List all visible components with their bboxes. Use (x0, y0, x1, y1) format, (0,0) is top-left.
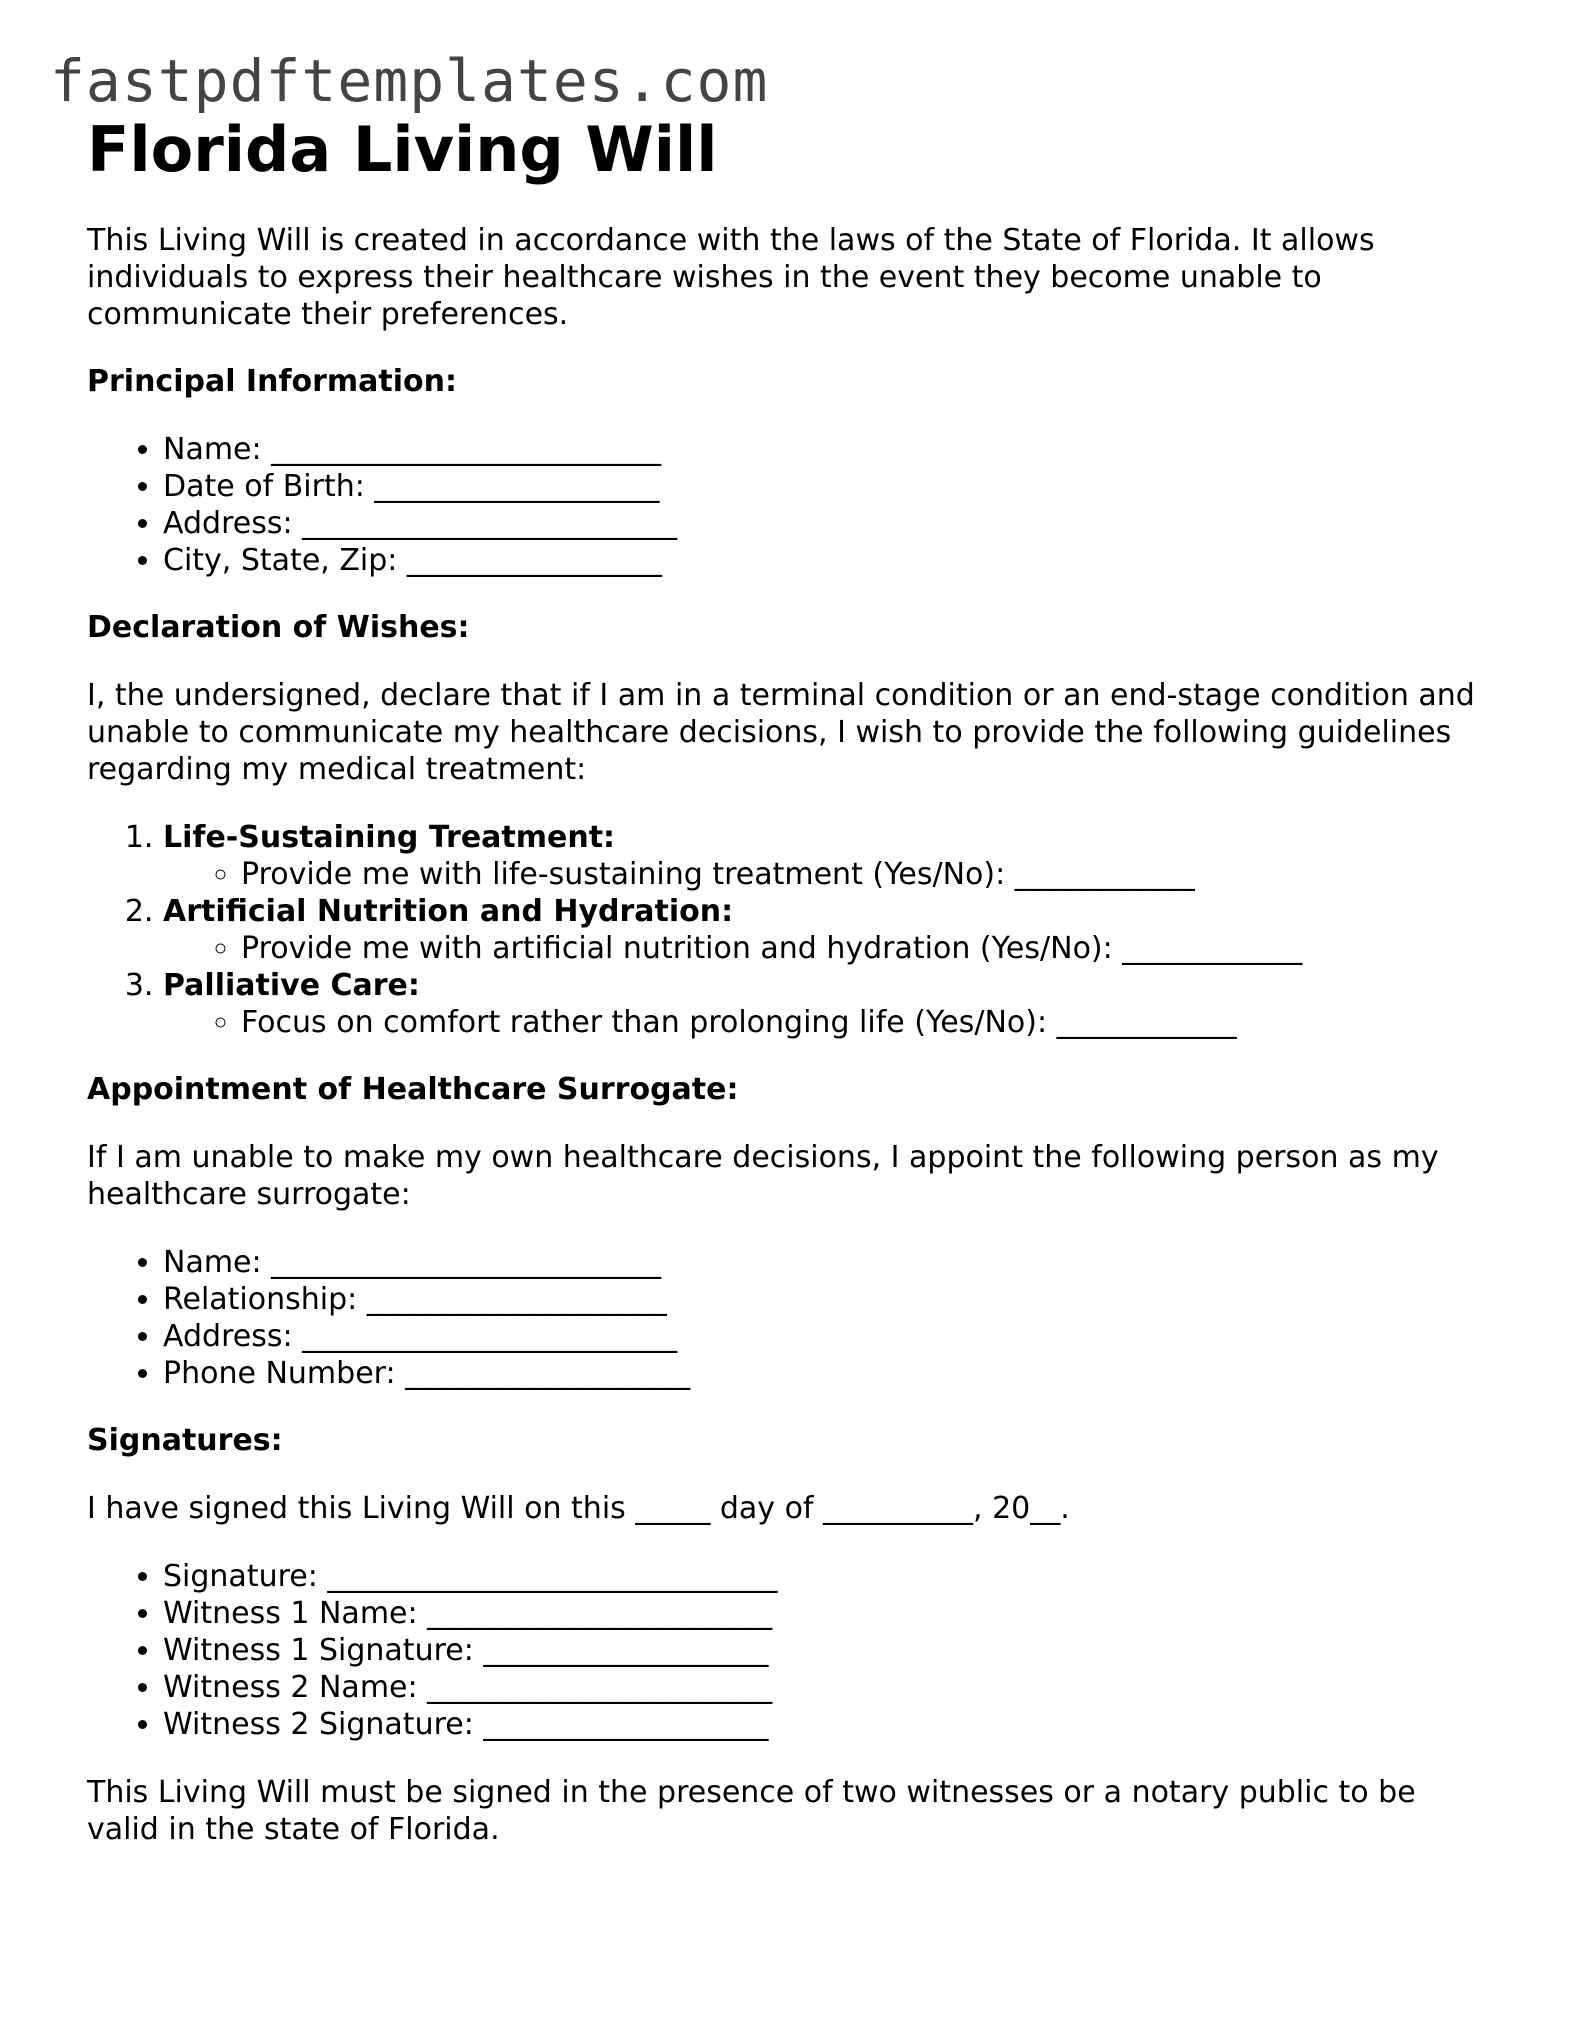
witness-2-name-field: • Witness 2 Name: _______________________ (163, 1669, 1487, 1706)
wishes-list (87, 819, 1487, 1041)
declaration-heading: Declaration of Wishes: (87, 610, 470, 645)
wish-detail: ◦ Provide me with artificial nutrition and hydration (Yes/No): ____________ (241, 930, 1487, 967)
intro-paragraph: This Living Will is created in accordance with the laws of the State of Florida. It allows individuals to express their healthcare wishes in the event they become unable to communicate their preferences. (87, 223, 1375, 332)
wish-title: Life-Sustaining Treatment: (163, 820, 616, 855)
wish-item (163, 893, 1487, 967)
watermark: fastpdftemplates.com (50, 47, 769, 115)
declaration-paragraph: I, the undersigned, declare that if I am in a terminal condition or an end-stage condition and unable to communicate my healthcare decisions, I wish to provide the following guidelines regarding my medical treatment: (87, 678, 1475, 787)
signature-field: • Signature: ______________________________ (163, 1558, 1487, 1595)
surrogate-address-field: • Address: _________________________ (163, 1318, 1487, 1355)
witness-1-signature-field: • Witness 1 Signature: ___________________ (163, 1632, 1487, 1669)
wish-title: Artificial Nutrition and Hydration: (163, 894, 734, 929)
witness-2-signature-field: • Witness 2 Signature: ___________________ (163, 1706, 1487, 1743)
surrogate-fields (87, 1244, 1487, 1392)
closing-paragraph: This Living Will must be signed in the presence of two witnesses or a notary public to be valid in the state of Florida. (87, 1775, 1416, 1847)
surrogate-paragraph: If I am unable to make my own healthcare decisions, I appoint the following person as my healthcare surrogate: (87, 1140, 1439, 1212)
principal-fields (87, 431, 1487, 579)
principal-address-field: • Address: _________________________ (163, 505, 1487, 542)
surrogate-name-field: • Name: __________________________ (163, 1244, 1487, 1281)
wish-title: Palliative Care: (163, 968, 420, 1003)
principal-city-field: • City, State, Zip: _________________ (163, 542, 1487, 579)
signature-fields (87, 1558, 1487, 1743)
document (87, 110, 1487, 1848)
wish-item (163, 819, 1487, 893)
wish-item (163, 967, 1487, 1041)
principal-name-field: • Name: __________________________ (163, 431, 1487, 468)
principal-dob-field: • Date of Birth: ___________________ (163, 468, 1487, 505)
document-title: Florida Living Will (87, 113, 718, 186)
wish-detail: ◦ Provide me with life-sustaining treatment (Yes/No): ____________ (241, 856, 1487, 893)
signatures-heading: Signatures: (87, 1423, 283, 1458)
principal-heading: Principal Information: (87, 364, 458, 399)
wish-detail: ◦ Focus on comfort rather than prolonging life (Yes/No): ____________ (241, 1004, 1487, 1041)
surrogate-phone-field: • Phone Number: ___________________ (163, 1355, 1487, 1392)
signatures-paragraph: I have signed this Living Will on this _____ day of __________, 20__. (87, 1491, 1070, 1526)
surrogate-relationship-field: • Relationship: ____________________ (163, 1281, 1487, 1318)
surrogate-heading: Appointment of Healthcare Surrogate: (87, 1072, 739, 1107)
witness-1-name-field: • Witness 1 Name: _______________________ (163, 1595, 1487, 1632)
